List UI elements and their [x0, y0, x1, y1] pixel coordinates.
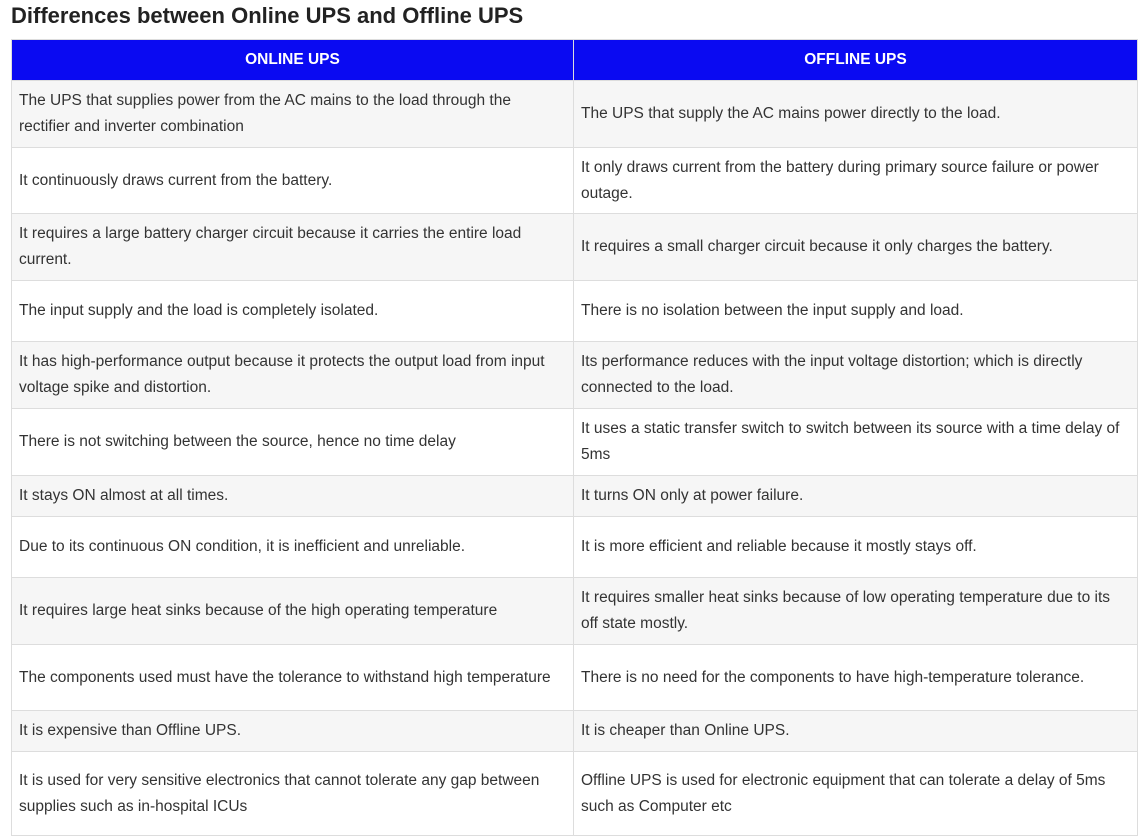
table-row: [12, 81, 1138, 148]
cell-online-ups: The input supply and the load is completely isolated.: [12, 281, 574, 342]
cell-offline-ups: It turns ON only at power failure.: [574, 476, 1138, 517]
header-row: [12, 40, 1138, 81]
cell-online-ups: There is not switching between the source, hence no time delay: [12, 409, 574, 476]
table-row: [12, 711, 1138, 752]
cell-online-ups: It is used for very sensitive electronics that cannot tolerate any gap between supplies such as in-hospital ICUs: [12, 752, 574, 836]
cell-offline-ups: It is more efficient and reliable because it mostly stays off.: [574, 517, 1138, 578]
cell-offline-ups: Its performance reduces with the input voltage distortion; which is directly connected to the load.: [574, 342, 1138, 409]
table-row: [12, 148, 1138, 214]
cell-offline-ups: It requires smaller heat sinks because of low operating temperature due to its off state mostly.: [574, 578, 1138, 645]
table-row: [12, 476, 1138, 517]
cell-online-ups: It requires large heat sinks because of the high operating temperature: [12, 578, 574, 645]
cell-offline-ups: It is cheaper than Online UPS.: [574, 711, 1138, 752]
table-row: [12, 342, 1138, 409]
cell-online-ups: The components used must have the tolerance to withstand high temperature: [12, 645, 574, 711]
cell-online-ups: The UPS that supplies power from the AC mains to the load through the rectifier and inverter combination: [12, 81, 574, 148]
table-header: [12, 40, 1138, 81]
cell-online-ups: It is expensive than Offline UPS.: [12, 711, 574, 752]
cell-offline-ups: It only draws current from the battery during primary source failure or power outage.: [574, 148, 1138, 214]
cell-offline-ups: Offline UPS is used for electronic equipment that can tolerate a delay of 5ms such as Computer etc: [574, 752, 1138, 836]
cell-online-ups: It has high-performance output because it protects the output load from input voltage spike and distortion.: [12, 342, 574, 409]
table-row: [12, 752, 1138, 836]
cell-online-ups: It continuously draws current from the battery.: [12, 148, 574, 214]
table-row: [12, 645, 1138, 711]
cell-offline-ups: The UPS that supply the AC mains power directly to the load.: [574, 81, 1138, 148]
table-row: [12, 409, 1138, 476]
table-body: [12, 81, 1138, 836]
cell-offline-ups: It uses a static transfer switch to switch between its source with a time delay of 5ms: [574, 409, 1138, 476]
cell-online-ups: It stays ON almost at all times.: [12, 476, 574, 517]
comparison-table: [11, 39, 1138, 836]
table-row: [12, 578, 1138, 645]
cell-offline-ups: There is no need for the components to have high-temperature tolerance.: [574, 645, 1138, 711]
page-title: Differences between Online UPS and Offline UPS: [11, 3, 524, 28]
cell-online-ups: Due to its continuous ON condition, it is inefficient and unreliable.: [12, 517, 574, 578]
header-offline-ups: OFFLINE UPS: [574, 40, 1138, 81]
table-row: [12, 517, 1138, 578]
cell-online-ups: It requires a large battery charger circuit because it carries the entire load current.: [12, 214, 574, 281]
cell-offline-ups: It requires a small charger circuit because it only charges the battery.: [574, 214, 1138, 281]
header-online-ups: ONLINE UPS: [12, 40, 574, 81]
cell-offline-ups: There is no isolation between the input supply and load.: [574, 281, 1138, 342]
table-row: [12, 214, 1138, 281]
table-row: [12, 281, 1138, 342]
